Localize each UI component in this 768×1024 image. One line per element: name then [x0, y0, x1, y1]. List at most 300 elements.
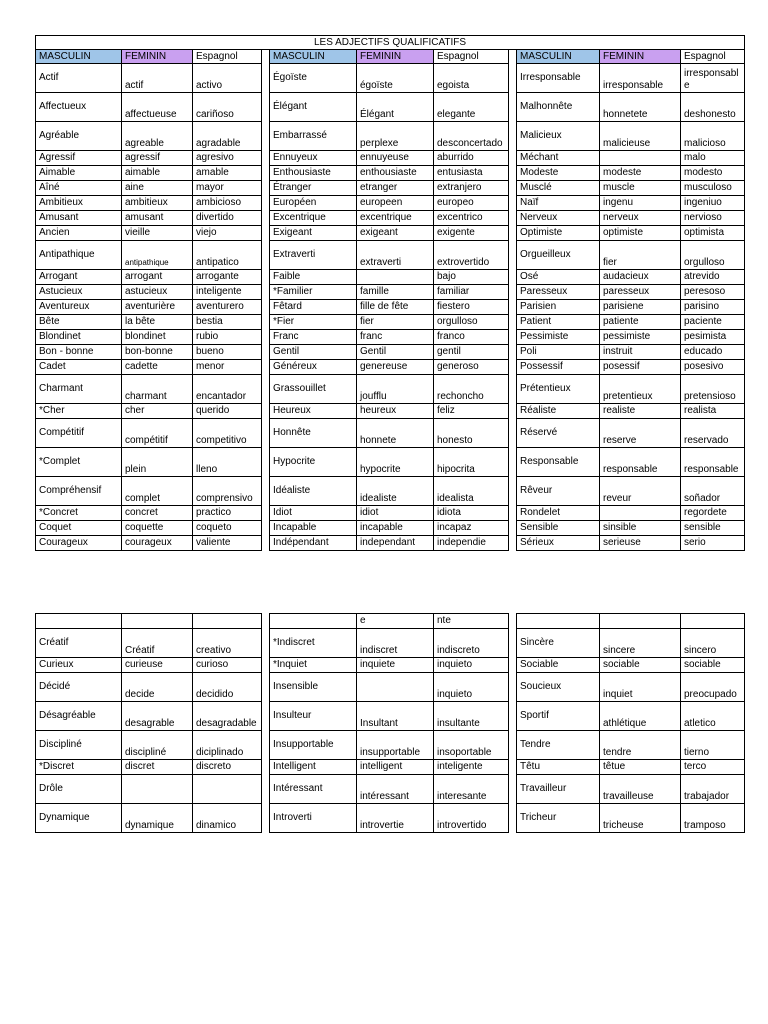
espagnol-cell: egoista: [434, 64, 509, 93]
feminin-cell: complet: [122, 477, 193, 506]
feminin-cell: muscle: [600, 181, 681, 196]
column-gap: [509, 122, 517, 151]
espagnol-cell: europeo: [434, 196, 509, 211]
feminin-cell: excentrique: [357, 211, 434, 226]
table-row: [36, 122, 745, 151]
espagnol-cell: trabajador: [681, 775, 745, 804]
espagnol-cell: bestia: [193, 315, 262, 330]
espagnol-cell: rechoncho: [434, 375, 509, 404]
espagnol-cell: aventurero: [193, 300, 262, 315]
column-gap: [262, 536, 270, 551]
masculin-cell: Franc: [270, 330, 357, 345]
column-gap: [262, 166, 270, 181]
column-gap: [262, 196, 270, 211]
table-row: [36, 375, 745, 404]
feminin-cell: aventurière: [122, 300, 193, 315]
feminin-cell: vieille: [122, 226, 193, 241]
column-gap: [509, 166, 517, 181]
feminin-cell: fier: [600, 241, 681, 270]
feminin-cell: genereuse: [357, 360, 434, 375]
masculin-cell: Gentil: [270, 345, 357, 360]
column-gap: [509, 448, 517, 477]
column-gap: [262, 270, 270, 285]
column-gap: [262, 151, 270, 166]
header-espagnol: Espagnol: [681, 50, 745, 64]
masculin-cell: Tricheur: [517, 804, 600, 833]
feminin-cell: blondinet: [122, 330, 193, 345]
masculin-cell: Insensible: [270, 673, 357, 702]
espagnol-cell: querido: [193, 404, 262, 419]
masculin-cell: *Complet: [36, 448, 122, 477]
espagnol-cell: paciente: [681, 315, 745, 330]
column-gap: [509, 404, 517, 419]
feminin-cell: audacieux: [600, 270, 681, 285]
espagnol-cell: lleno: [193, 448, 262, 477]
masculin-cell: Dynamique: [36, 804, 122, 833]
masculin-cell: [517, 614, 600, 629]
masculin-cell: Indépendant: [270, 536, 357, 551]
masculin-cell: Heureux: [270, 404, 357, 419]
espagnol-cell: ambicioso: [193, 196, 262, 211]
masculin-cell: Responsable: [517, 448, 600, 477]
espagnol-cell: nervioso: [681, 211, 745, 226]
column-gap: [509, 315, 517, 330]
masculin-cell: [270, 614, 357, 629]
masculin-cell: Ennuyeux: [270, 151, 357, 166]
espagnol-cell: sensible: [681, 521, 745, 536]
column-gap: [262, 506, 270, 521]
column-gap: [262, 521, 270, 536]
masculin-cell: Astucieux: [36, 285, 122, 300]
masculin-cell: Curieux: [36, 658, 122, 673]
espagnol-cell: malicioso: [681, 122, 745, 151]
masculin-cell: Rondelet: [517, 506, 600, 521]
masculin-cell: Excentrique: [270, 211, 357, 226]
table-row: [36, 270, 745, 285]
masculin-cell: Méchant: [517, 151, 600, 166]
table-row: [36, 151, 745, 166]
masculin-cell: Nerveux: [517, 211, 600, 226]
feminin-cell: nerveux: [600, 211, 681, 226]
espagnol-cell: elegante: [434, 93, 509, 122]
column-gap: [509, 360, 517, 375]
masculin-cell: Rêveur: [517, 477, 600, 506]
masculin-cell: Agressif: [36, 151, 122, 166]
masculin-cell: Drôle: [36, 775, 122, 804]
column-gap: [509, 673, 517, 702]
espagnol-cell: mayor: [193, 181, 262, 196]
feminin-cell: [122, 614, 193, 629]
table-row: [36, 614, 745, 629]
column-gap: [262, 93, 270, 122]
feminin-cell: reserve: [600, 419, 681, 448]
espagnol-cell: realista: [681, 404, 745, 419]
espagnol-cell: comprensivo: [193, 477, 262, 506]
espagnol-cell: dinamico: [193, 804, 262, 833]
masculin-cell: Idiot: [270, 506, 357, 521]
feminin-cell: athlétique: [600, 702, 681, 731]
column-gap: [509, 241, 517, 270]
table-row: [36, 166, 745, 181]
espagnol-cell: pretensioso: [681, 375, 745, 404]
espagnol-cell: valiente: [193, 536, 262, 551]
masculin-cell: Orgueilleux: [517, 241, 600, 270]
espagnol-cell: honesto: [434, 419, 509, 448]
masculin-cell: Patient: [517, 315, 600, 330]
column-gap: [509, 181, 517, 196]
feminin-cell: independant: [357, 536, 434, 551]
column-gap: [509, 760, 517, 775]
espagnol-cell: practico: [193, 506, 262, 521]
feminin-cell: plein: [122, 448, 193, 477]
espagnol-cell: incapaz: [434, 521, 509, 536]
column-gap: [262, 64, 270, 93]
espagnol-cell: educado: [681, 345, 745, 360]
masculin-cell: Sportif: [517, 702, 600, 731]
espagnol-cell: gentil: [434, 345, 509, 360]
masculin-cell: Sociable: [517, 658, 600, 673]
feminin-cell: irresponsable: [600, 64, 681, 93]
feminin-cell: ennuyeuse: [357, 151, 434, 166]
feminin-cell: instruit: [600, 345, 681, 360]
espagnol-cell: idealista: [434, 477, 509, 506]
table-row: [36, 300, 745, 315]
masculin-cell: Bon - bonne: [36, 345, 122, 360]
column-gap: [262, 775, 270, 804]
masculin-cell: *Concret: [36, 506, 122, 521]
espagnol-cell: [193, 775, 262, 804]
espagnol-cell: rubio: [193, 330, 262, 345]
feminin-cell: intelligent: [357, 760, 434, 775]
masculin-cell: Paresseux: [517, 285, 600, 300]
feminin-cell: Créatif: [122, 629, 193, 658]
feminin-cell: tricheuse: [600, 804, 681, 833]
espagnol-cell: antipatico: [193, 241, 262, 270]
table-row: [36, 211, 745, 226]
feminin-cell: Gentil: [357, 345, 434, 360]
feminin-cell: arrogant: [122, 270, 193, 285]
feminin-cell: cadette: [122, 360, 193, 375]
table-row: [36, 315, 745, 330]
espagnol-cell: familiar: [434, 285, 509, 300]
masculin-cell: Élégant: [270, 93, 357, 122]
feminin-cell: charmant: [122, 375, 193, 404]
masculin-cell: Malhonnête: [517, 93, 600, 122]
espagnol-cell: agradable: [193, 122, 262, 151]
table-row: [36, 404, 745, 419]
table-row: [36, 804, 745, 833]
feminin-cell: affectueuse: [122, 93, 193, 122]
masculin-cell: Aimable: [36, 166, 122, 181]
espagnol-cell: hipocrita: [434, 448, 509, 477]
column-gap: [262, 50, 270, 64]
feminin-cell: têtue: [600, 760, 681, 775]
column-gap: [262, 360, 270, 375]
column-gap: [262, 122, 270, 151]
espagnol-cell: musculoso: [681, 181, 745, 196]
masculin-cell: Sensible: [517, 521, 600, 536]
feminin-cell: la bête: [122, 315, 193, 330]
column-gap: [509, 330, 517, 345]
adjectives-table-bottom: [35, 613, 745, 833]
espagnol-cell: irresponsable: [681, 64, 745, 93]
feminin-cell: discret: [122, 760, 193, 775]
espagnol-cell: curioso: [193, 658, 262, 673]
column-gap: [509, 419, 517, 448]
masculin-cell: Actif: [36, 64, 122, 93]
feminin-cell: heureux: [357, 404, 434, 419]
table-row: [36, 536, 745, 551]
table-row: [36, 64, 745, 93]
masculin-cell: *Cher: [36, 404, 122, 419]
feminin-cell: idiot: [357, 506, 434, 521]
espagnol-cell: atletico: [681, 702, 745, 731]
feminin-cell: agreable: [122, 122, 193, 151]
feminin-cell: ambitieux: [122, 196, 193, 211]
espagnol-cell: discreto: [193, 760, 262, 775]
feminin-cell: fille de fête: [357, 300, 434, 315]
feminin-cell: tendre: [600, 731, 681, 760]
espagnol-cell: introvertido: [434, 804, 509, 833]
column-gap: [262, 731, 270, 760]
masculin-cell: Incapable: [270, 521, 357, 536]
column-gap: [509, 300, 517, 315]
feminin-cell: extraverti: [357, 241, 434, 270]
espagnol-cell: [193, 614, 262, 629]
feminin-cell: courageux: [122, 536, 193, 551]
feminin-cell: insupportable: [357, 731, 434, 760]
column-gap: [262, 300, 270, 315]
feminin-cell: aimable: [122, 166, 193, 181]
espagnol-cell: desconcertado: [434, 122, 509, 151]
feminin-cell: coquette: [122, 521, 193, 536]
masculin-cell: Blondinet: [36, 330, 122, 345]
column-gap: [262, 419, 270, 448]
masculin-cell: Insulteur: [270, 702, 357, 731]
column-gap: [262, 702, 270, 731]
column-gap: [509, 151, 517, 166]
espagnol-cell: modesto: [681, 166, 745, 181]
masculin-cell: Réaliste: [517, 404, 600, 419]
feminin-cell: agressif: [122, 151, 193, 166]
masculin-cell: Travailleur: [517, 775, 600, 804]
masculin-cell: Malicieux: [517, 122, 600, 151]
espagnol-cell: terco: [681, 760, 745, 775]
espagnol-cell: extranjero: [434, 181, 509, 196]
espagnol-cell: activo: [193, 64, 262, 93]
feminin-cell: intéressant: [357, 775, 434, 804]
column-gap: [509, 270, 517, 285]
espagnol-cell: tramposo: [681, 804, 745, 833]
espagnol-cell: tierno: [681, 731, 745, 760]
masculin-cell: Modeste: [517, 166, 600, 181]
header-feminin: FEMININ: [357, 50, 434, 64]
table-row: [36, 673, 745, 702]
masculin-cell: Sérieux: [517, 536, 600, 551]
feminin-cell: paresseux: [600, 285, 681, 300]
feminin-cell: idealiste: [357, 477, 434, 506]
masculin-cell: Introverti: [270, 804, 357, 833]
espagnol-cell: ingeniuo: [681, 196, 745, 211]
masculin-cell: Égoïste: [270, 64, 357, 93]
header-masculin: MASCULIN: [270, 50, 357, 64]
feminin-cell: hypocrite: [357, 448, 434, 477]
feminin-cell: discipliné: [122, 731, 193, 760]
column-gap: [509, 477, 517, 506]
espagnol-cell: deshonesto: [681, 93, 745, 122]
espagnol-cell: inquieto: [434, 658, 509, 673]
column-gap: [262, 211, 270, 226]
table-row: [36, 419, 745, 448]
masculin-cell: Antipathique: [36, 241, 122, 270]
masculin-cell: [36, 614, 122, 629]
masculin-cell: Intelligent: [270, 760, 357, 775]
column-gap: [262, 477, 270, 506]
masculin-cell: Compréhensif: [36, 477, 122, 506]
column-gap: [509, 702, 517, 731]
masculin-cell: Cadet: [36, 360, 122, 375]
feminin-cell: fier: [357, 315, 434, 330]
table-row: [36, 731, 745, 760]
feminin-cell: sinsible: [600, 521, 681, 536]
espagnol-cell: desagradable: [193, 702, 262, 731]
espagnol-cell: [681, 614, 745, 629]
column-gap: [262, 181, 270, 196]
column-gap: [509, 614, 517, 629]
feminin-cell: posessif: [600, 360, 681, 375]
feminin-cell: amusant: [122, 211, 193, 226]
feminin-cell: Insultant: [357, 702, 434, 731]
feminin-cell: joufflu: [357, 375, 434, 404]
column-gap: [509, 775, 517, 804]
espagnol-cell: divertido: [193, 211, 262, 226]
feminin-cell: famille: [357, 285, 434, 300]
masculin-cell: Soucieux: [517, 673, 600, 702]
espagnol-cell: pesimista: [681, 330, 745, 345]
feminin-cell: honnete: [357, 419, 434, 448]
masculin-cell: Désagréable: [36, 702, 122, 731]
column-gap: [509, 93, 517, 122]
masculin-cell: *Indiscret: [270, 629, 357, 658]
page-title: LES ADJECTIFS QUALIFICATIFS: [36, 36, 745, 50]
espagnol-cell: menor: [193, 360, 262, 375]
masculin-cell: *Discret: [36, 760, 122, 775]
masculin-cell: Ambitieux: [36, 196, 122, 211]
masculin-cell: Exigeant: [270, 226, 357, 241]
feminin-cell: patiente: [600, 315, 681, 330]
espagnol-cell: bueno: [193, 345, 262, 360]
column-gap: [509, 629, 517, 658]
masculin-cell: Discipliné: [36, 731, 122, 760]
masculin-cell: Courageux: [36, 536, 122, 551]
feminin-cell: decide: [122, 673, 193, 702]
header-feminin: FEMININ: [122, 50, 193, 64]
column-gap: [509, 506, 517, 521]
column-gap: [509, 50, 517, 64]
masculin-cell: Grassouillet: [270, 375, 357, 404]
espagnol-cell: idiota: [434, 506, 509, 521]
feminin-cell: astucieux: [122, 285, 193, 300]
feminin-cell: pessimiste: [600, 330, 681, 345]
masculin-cell: Étranger: [270, 181, 357, 196]
column-gap: [262, 658, 270, 673]
feminin-cell: introvertie: [357, 804, 434, 833]
masculin-cell: Agréable: [36, 122, 122, 151]
feminin-cell: [600, 614, 681, 629]
feminin-cell: dynamique: [122, 804, 193, 833]
column-gap: [262, 226, 270, 241]
feminin-cell: sincere: [600, 629, 681, 658]
table-row: [36, 345, 745, 360]
masculin-cell: Charmant: [36, 375, 122, 404]
table-row: [36, 775, 745, 804]
feminin-cell: franc: [357, 330, 434, 345]
column-gap: [509, 375, 517, 404]
feminin-cell: aine: [122, 181, 193, 196]
feminin-cell: modeste: [600, 166, 681, 181]
table-row: [36, 448, 745, 477]
espagnol-cell: franco: [434, 330, 509, 345]
masculin-cell: *Fier: [270, 315, 357, 330]
feminin-cell: perplexe: [357, 122, 434, 151]
espagnol-cell: posesivo: [681, 360, 745, 375]
table-row: [36, 330, 745, 345]
feminin-cell: parisiene: [600, 300, 681, 315]
column-gap: [262, 345, 270, 360]
column-gap: [262, 804, 270, 833]
masculin-cell: Irresponsable: [517, 64, 600, 93]
espagnol-cell: exigente: [434, 226, 509, 241]
masculin-cell: Décidé: [36, 673, 122, 702]
espagnol-cell: independie: [434, 536, 509, 551]
feminin-cell: desagrable: [122, 702, 193, 731]
feminin-cell: exigeant: [357, 226, 434, 241]
header-masculin: MASCULIN: [517, 50, 600, 64]
column-gap: [509, 345, 517, 360]
masculin-cell: Fêtard: [270, 300, 357, 315]
masculin-cell: Intéressant: [270, 775, 357, 804]
table-row: [36, 658, 745, 673]
masculin-cell: Coquet: [36, 521, 122, 536]
header-masculin: MASCULIN: [36, 50, 122, 64]
masculin-cell: Bête: [36, 315, 122, 330]
feminin-cell: [357, 270, 434, 285]
column-gap: [509, 536, 517, 551]
feminin-cell: compétitif: [122, 419, 193, 448]
column-gap: [509, 658, 517, 673]
espagnol-cell: aburrido: [434, 151, 509, 166]
column-gap: [509, 64, 517, 93]
feminin-cell: cher: [122, 404, 193, 419]
espagnol-cell: generoso: [434, 360, 509, 375]
espagnol-cell: encantador: [193, 375, 262, 404]
masculin-cell: Ancien: [36, 226, 122, 241]
column-gap: [262, 315, 270, 330]
table-row: [36, 241, 745, 270]
masculin-cell: Pessimiste: [517, 330, 600, 345]
masculin-cell: Créatif: [36, 629, 122, 658]
feminin-cell: europeen: [357, 196, 434, 211]
espagnol-cell: parisino: [681, 300, 745, 315]
masculin-cell: Faible: [270, 270, 357, 285]
feminin-cell: enthousiaste: [357, 166, 434, 181]
header-espagnol: Espagnol: [193, 50, 262, 64]
table-row: [36, 506, 745, 521]
masculin-cell: Naïf: [517, 196, 600, 211]
feminin-cell: ingenu: [600, 196, 681, 211]
table-row: [36, 285, 745, 300]
masculin-cell: Possessif: [517, 360, 600, 375]
